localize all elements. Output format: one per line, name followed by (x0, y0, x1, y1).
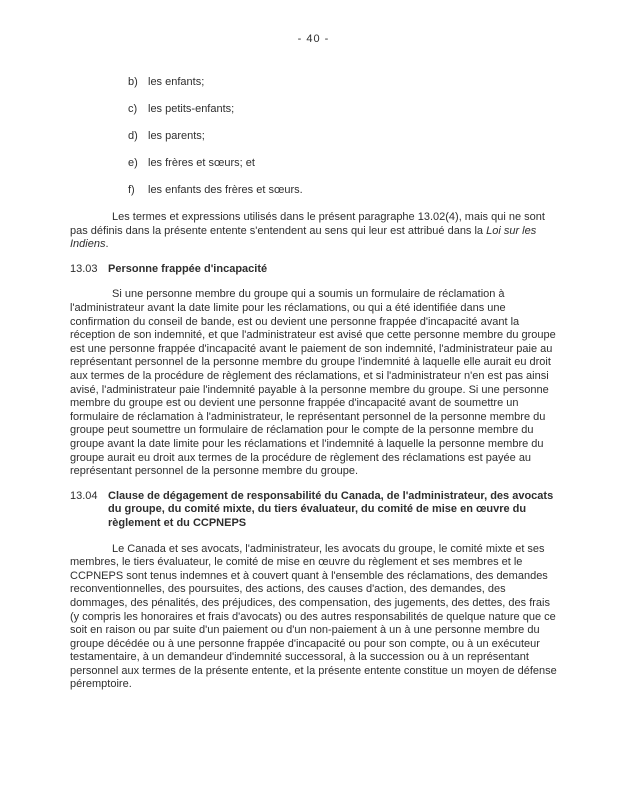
intro-paragraph (70, 211, 557, 252)
list-item (128, 103, 557, 117)
intro-paragraph-italic-citation: Loi sur les Indiens (70, 224, 537, 251)
list-item-text: les petits-enfants; (148, 102, 235, 115)
section-title: Clause de dégagement de responsabilité du Canada, de l'administrateur, des avocats du groupe, du comité mixte, du tiers évaluateur, du comité de mise en œuvre du règlement et du CCPNEPS (108, 489, 554, 529)
intro-paragraph-text: Les termes et expressions utilisés dans le présent paragraphe 13.02(4), mais qui ne sont pas définis dans la présente entente s'entendent au sens qui leur est attribué dans la (70, 211, 545, 237)
list-item-text: les enfants des frères et sœurs. (148, 183, 303, 196)
page-number: - 40 - (297, 33, 330, 45)
list-item (128, 76, 557, 90)
list-item-marker: b) (128, 75, 138, 88)
section-title: Personne frappée d'incapacité (108, 262, 268, 275)
list-item-text: les parents; (148, 129, 205, 142)
list-item-marker: f) (128, 183, 135, 196)
list-item (128, 130, 557, 144)
section-heading-13-03 (70, 263, 557, 277)
list-item-marker: c) (128, 102, 138, 115)
intro-paragraph-suffix: . (105, 238, 109, 251)
section-number: 13.03 (70, 262, 98, 275)
section-body-13-03 (70, 288, 557, 478)
section-body-13-04 (70, 543, 557, 693)
list-item (128, 184, 557, 198)
section-body-text: Si une personne membre du groupe qui a soumis un formulaire de réclamation à l'administrateur avant la date limite pour les réclamations, ou qui a été identifiée dans une confirmation du conseil de bande, est ou devient une personne frappée d'incapacité avant la réception de son indemnité, et que l'administrateur est avisé que cette personne membre du groupe est une personne frappée d'incapacité avant le paiement de son indemnité, l'administrateur paie au représentant personnel de la personne membre du groupe l'indemnité à laquelle elle aurait eu droit aux termes de la procédure de règlement des réclamations, et si l'administrateur n'en est pas ainsi avisé, l'administrateur paie l'indemnité payable à la personne membre du groupe. Si une personne membre du groupe est ou devient une personne frappée d'incapacité avant de soumettre un formulaire de réclamation à l'administrateur, le représentant personnel de la personne membre du groupe peut soumettre un formulaire de réclamation pour le compte de la personne membre du groupe avant la date limite pour les réclamations et l'indemnité à laquelle la personne membre du groupe aurait eu droit aux termes de la procédure de règlement des réclamations est payée au représentant personnel de la personne membre du groupe. (70, 288, 556, 478)
section-heading-13-04 (70, 490, 557, 531)
relatives-list (128, 76, 557, 198)
section-number: 13.04 (70, 489, 98, 502)
section-body-text: Le Canada et ses avocats, l'administrateur, les avocats du groupe, le comité mixte et ses membres, le tiers évaluateur, le comité de mise en œuvre du règlement et ses membres et le CCPNEPS sont tenus indemnes et à couvert quant à l'ensemble des réclamations, des demandes reconventionnelles, des poursuites, des actions, des causes d'action, des demandes, des dommages, des pénalités, des préjudices, des compensation, des jugements, des dettes, des frais (y compris les honoraires et frais d'avocats) ou des autres responsabilités de quelque nature que ce soit en raison ou par suite d'un paiement ou d'un non-paiement à un à une personne membre du groupe décédée ou à une personne frappée d'incapacité ou pour son compte, ou à un exécuteur testamentaire, à un demandeur d'indemnité successoral, à la succession ou à un représentant personnel aux termes de la présente entente, et la présente entente constitue un moyen de défense péremptoire. (70, 542, 557, 691)
list-item-marker: d) (128, 129, 138, 142)
list-item-text: les enfants; (148, 75, 205, 88)
list-item (128, 157, 557, 171)
list-item-marker: e) (128, 156, 138, 169)
list-item-text: les frères et sœurs; et (148, 156, 255, 169)
